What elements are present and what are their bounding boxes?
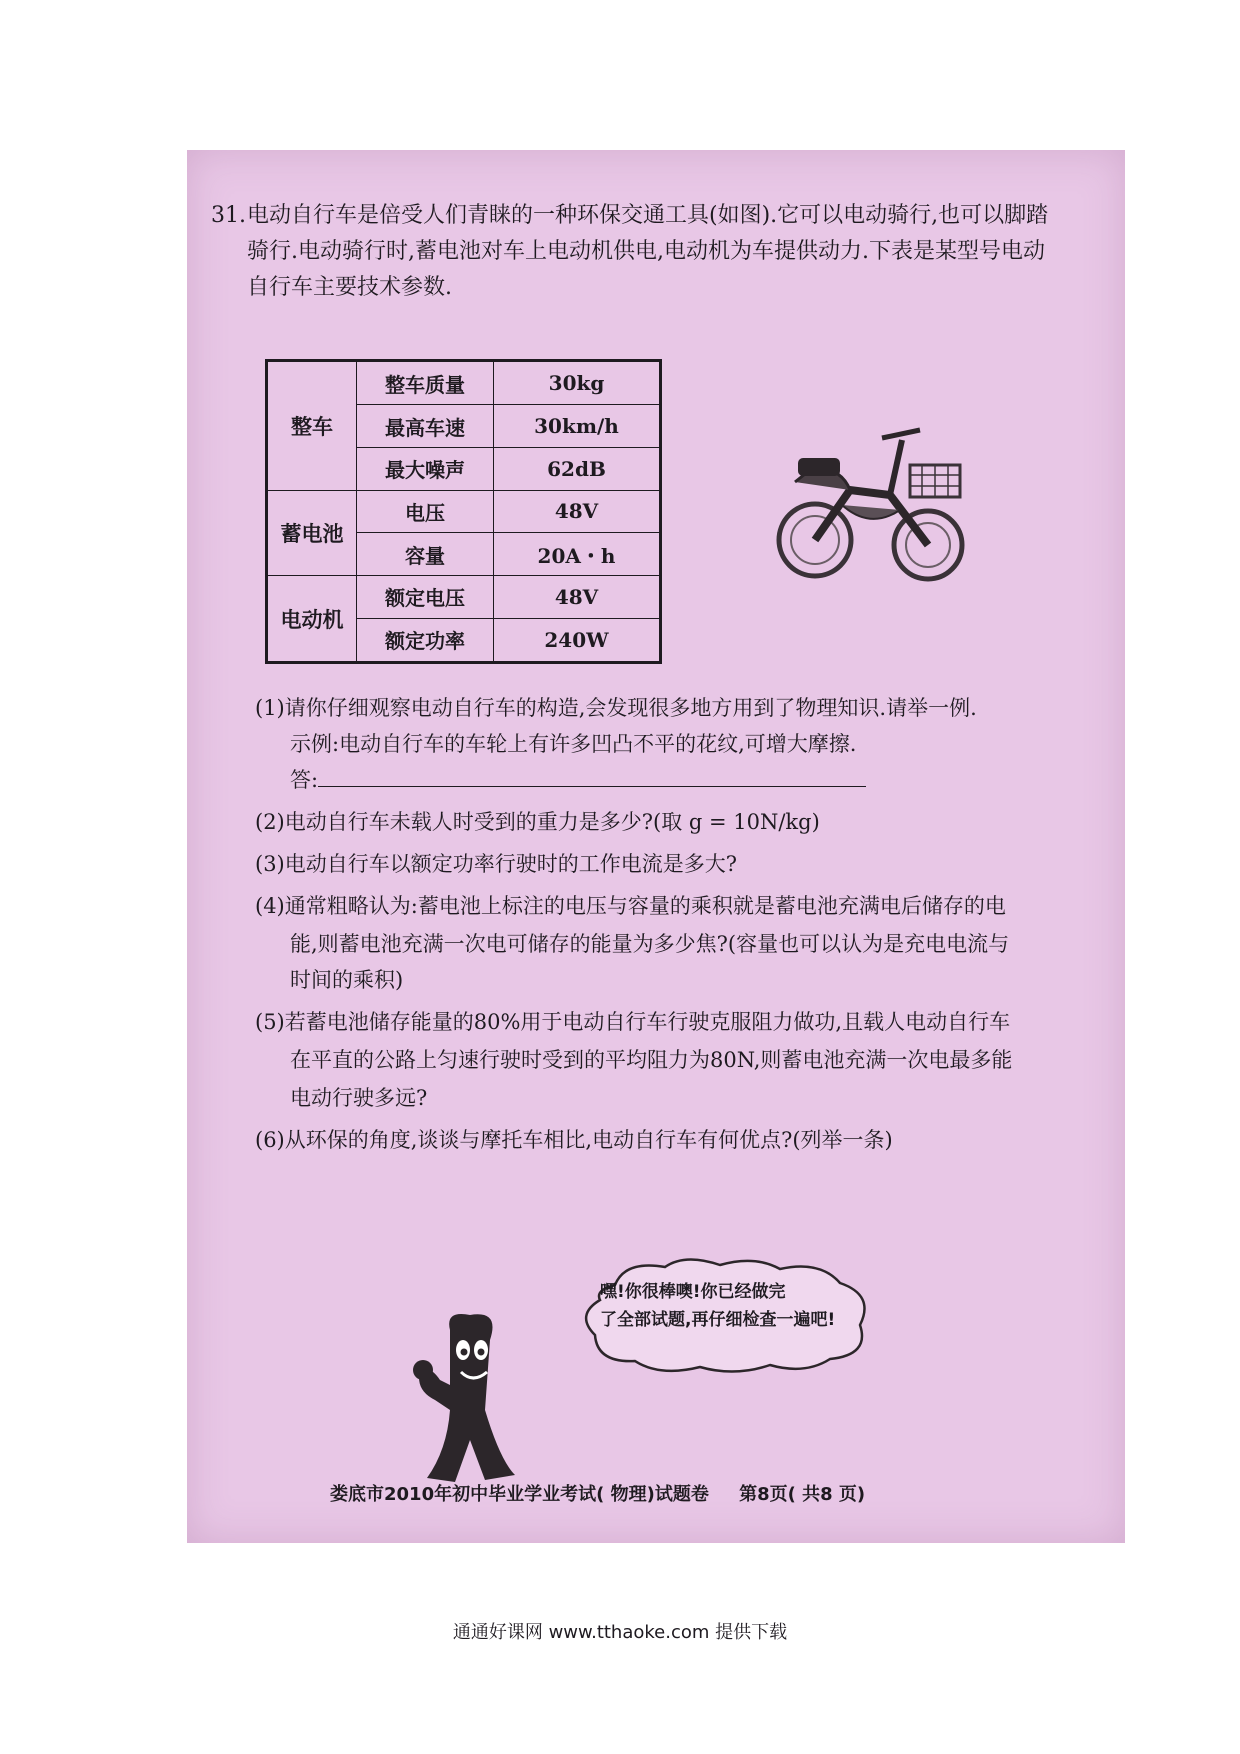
table-row — [267, 490, 661, 533]
question-stem-line: 骑行.电动骑行时,蓄电池对车上电动机供电,电动机为车提供动力.下表是某型号电动 — [247, 239, 1045, 264]
param-value: 30kg — [494, 361, 661, 405]
param-name: 最高车速 — [357, 405, 494, 448]
param-name: 整车质量 — [357, 361, 494, 405]
param-name: 额定功率 — [357, 618, 494, 662]
cloud-message — [600, 1278, 870, 1334]
sub-question-1-example: 示例:电动自行车的车轮上有许多凹凸不平的花纹,可增大摩擦. — [290, 732, 857, 756]
sub-question-2: (2)电动自行车未载人时受到的重力是多少?(取 g = 10N/kg) — [255, 810, 820, 834]
param-value: 48V — [494, 490, 661, 533]
question-number: 31. — [211, 203, 246, 228]
footer-title: 娄底市2010年初中毕业学业考试( 物理)试题卷 — [330, 1484, 709, 1505]
param-name: 最大噪声 — [357, 447, 494, 490]
sub-question-4-line: 时间的乘积) — [290, 968, 404, 992]
group-label: 蓄电池 — [267, 490, 357, 575]
table-row — [267, 361, 661, 405]
group-label: 电动机 — [267, 576, 357, 663]
question-stem-line: 电动自行车是倍受人们青睐的一种环保交通工具(如图).它可以电动骑行,也可以脚踏 — [247, 203, 1049, 228]
question-stem-line: 自行车主要技术参数. — [247, 275, 452, 300]
answer-blank[interactable] — [318, 762, 866, 787]
exam-footer — [330, 1480, 1030, 1506]
param-value: 62dB — [494, 447, 661, 490]
electric-bike-illustration — [770, 410, 970, 590]
footer-page-number: 第8页( 共8 页) — [739, 1484, 866, 1505]
sub-question-1: (1)请你仔细观察电动自行车的构造,会发现很多地方用到了物理知识.请举一例. — [255, 696, 977, 720]
sub-question-4-line: (4)通常粗略认为:蓄电池上标注的电压与容量的乘积就是蓄电池充满电后储存的电 — [255, 894, 1006, 918]
sub-question-5-line: 在平直的公路上匀速行驶时受到的平均阻力为80N,则蓄电池充满一次电最多能 — [290, 1048, 1013, 1072]
sub-question-4-line: 能,则蓄电池充满一次电可储存的能量为多少焦?(容量也可以认为是充电电流与 — [290, 932, 1010, 956]
answer-label: 答: — [290, 768, 319, 792]
param-value: 20A・h — [494, 533, 661, 576]
question-stem — [247, 198, 1067, 306]
sub-question-3: (3)电动自行车以额定功率行驶时的工作电流是多大? — [255, 852, 738, 876]
param-name: 电压 — [357, 490, 494, 533]
param-value: 30km/h — [494, 405, 661, 448]
sub-question-6: (6)从环保的角度,谈谈与摩托车相比,电动自行车有何优点?(列举一条) — [255, 1128, 893, 1152]
sub-question-5-line: 电动行驶多远? — [290, 1086, 428, 1110]
param-value: 240W — [494, 618, 661, 662]
sub-question-5-line: (5)若蓄电池储存能量的80%用于电动自行车行驶克服阻力做功,且载人电动自行车 — [255, 1010, 1011, 1034]
source-watermark[interactable]: 通通好课网 www.tthaoke.com 提供下载 — [452, 1622, 788, 1643]
group-label: 整车 — [267, 361, 357, 491]
table-row — [267, 576, 661, 619]
cloud-line: 了全部试题,再仔细检查一遍吧! — [600, 1310, 836, 1330]
mascot-illustration — [405, 1310, 535, 1490]
answer-row — [290, 762, 866, 798]
cloud-line: 嘿!你很棒噢!你已经做完 — [600, 1282, 786, 1302]
param-name: 容量 — [357, 533, 494, 576]
param-name: 额定电压 — [357, 576, 494, 619]
spec-table — [265, 359, 662, 664]
param-value: 48V — [494, 576, 661, 619]
